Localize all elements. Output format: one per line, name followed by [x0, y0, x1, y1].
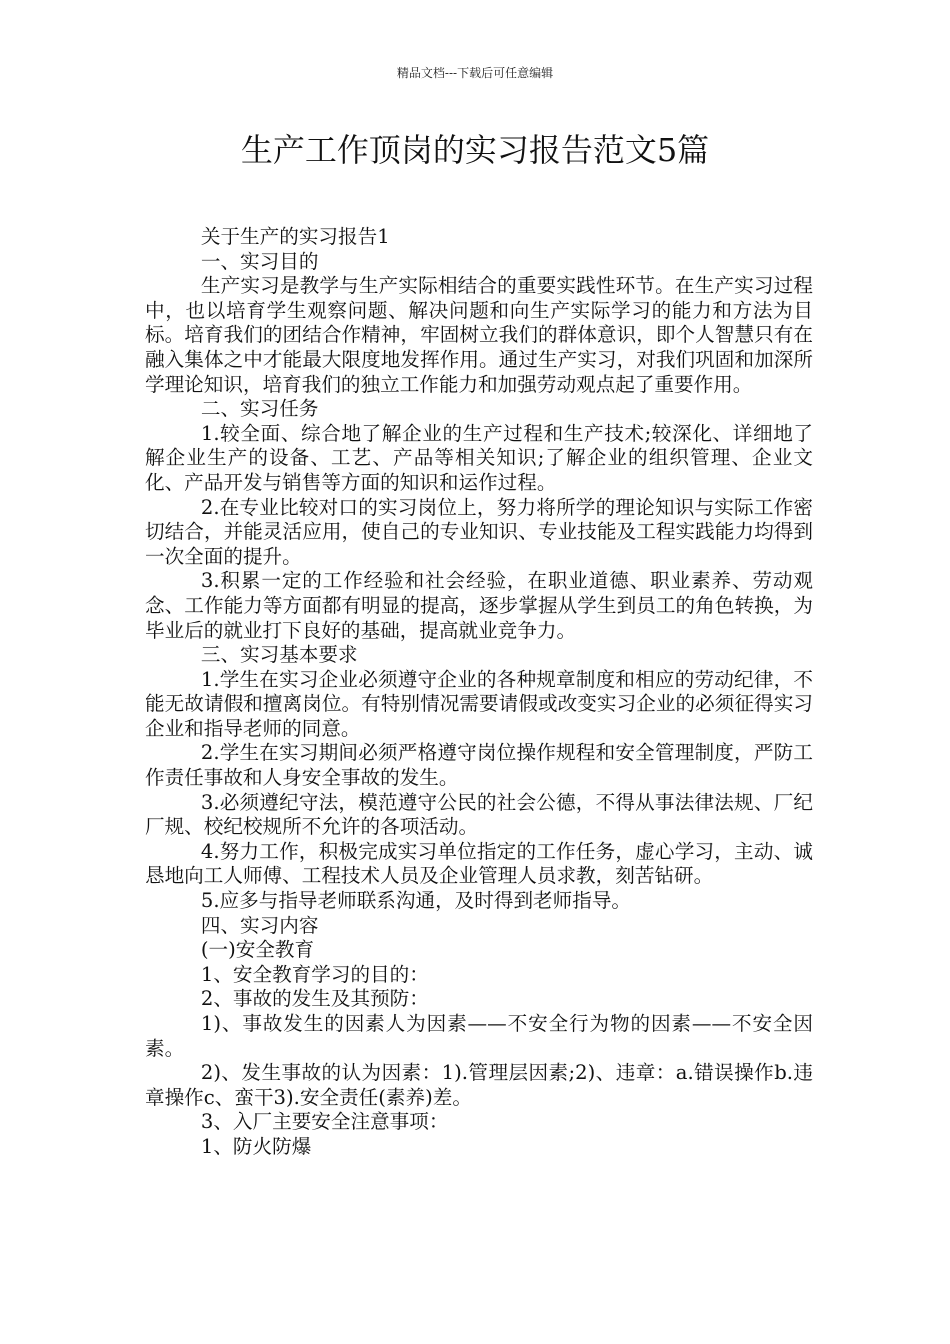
paragraph-task-1: 1.较全面、综合地了解企业的生产过程和生产技术;较深化、详细地了解企业生产的设备、工艺、产品等相关知识;了解企业的组织管理、企业文化、产品开发与销售等方面的知识和运作过程。 — [145, 421, 813, 494]
page-header-watermark: 精品文档---下载后可任意编辑 — [396, 66, 554, 80]
document-body — [145, 225, 813, 1160]
paragraph-accident-factors: 1)、事故发生的因素人为因素——不安全行为物的因素——不安全因素。 — [145, 1012, 813, 1060]
list-item-fire-prevention: 1、防火防爆 — [200, 1134, 312, 1158]
section-heading-tasks: 二、实习任务 — [200, 397, 319, 421]
list-item-accident-prevention: 2、事故的发生及其预防： — [200, 987, 429, 1011]
subheading-safety-education: (一)安全教育 — [200, 938, 315, 962]
document-title: 生产工作顶岗的实习报告范文5篇 — [240, 131, 710, 169]
list-item-safety-notes: 3、入厂主要安全注意事项： — [200, 1110, 449, 1134]
section-heading-purpose: 一、实习目的 — [200, 249, 319, 273]
paragraph-human-factors: 2)、发生事故的认为因素：1).管理层因素;2)、违章：a.错误操作b.违章操作c、蛮干3).安全责任(素养)差。 — [145, 1061, 813, 1109]
list-item-safety-purpose: 1、安全教育学习的目的： — [200, 962, 429, 986]
paragraph-requirement-5: 5.应多与指导老师联系沟通，及时得到老师指导。 — [200, 889, 632, 913]
section-heading-content: 四、实习内容 — [200, 913, 319, 937]
paragraph-requirement-3: 3.必须遵纪守法，模范遵守公民的社会公德，不得从事法律法规、厂纪厂规、校纪校规所不允许的各项活动。 — [145, 790, 813, 839]
section-heading-requirements: 三、实习基本要求 — [200, 643, 358, 667]
paragraph-requirement-1: 1.学生在实习企业必须遵守企业的各种规章制度和相应的劳动纪律，不能无故请假和擅离岗位。有特别情况需要请假或改变实习企业的必须征得实习企业和指导老师的同意。 — [145, 667, 813, 740]
paragraph-purpose: 生产实习是教学与生产实际相结合的重要实践性环节。在生产实习过程中，也以培育学生观察问题、解决问题和向生产实际学习的能力和方法为目标。培育我们的团结合作精神，牢固树立我们的群体意识，即个人智慧只有在融入集体之中才能最大限度地发挥作用。通过生产实习，对我们巩固和加深所学理论知识，培育我们的独立工作能力和加强劳动观点起了重要作用。 — [145, 274, 813, 396]
paragraph-task-3: 3.积累一定的工作经验和社会经验，在职业道德、职业素养、劳动观念、工作能力等方面都有明显的提高，逐步掌握从学生到员工的角色转换，为毕业后的就业打下良好的基础，提高就业竞争力。 — [145, 569, 813, 642]
paragraph-requirement-4: 4.努力工作，积极完成实习单位指定的工作任务，虚心学习，主动、诚恳地向工人师傅、工程技术人员及企业管理人员求教，刻苦钻研。 — [145, 839, 813, 888]
paragraph-task-2: 2.在专业比较对口的实习岗位上，努力将所学的理论知识与实际工作密切结合，并能灵活应用，使自己的专业知识、专业技能及工程实践能力均得到一次全面的提升。 — [145, 495, 813, 568]
section-heading-report-1: 关于生产的实习报告1 — [200, 225, 390, 248]
paragraph-requirement-2: 2.学生在实习期间必须严格遵守岗位操作规程和安全管理制度，严防工作责任事故和人身安全事故的发生。 — [145, 741, 813, 790]
